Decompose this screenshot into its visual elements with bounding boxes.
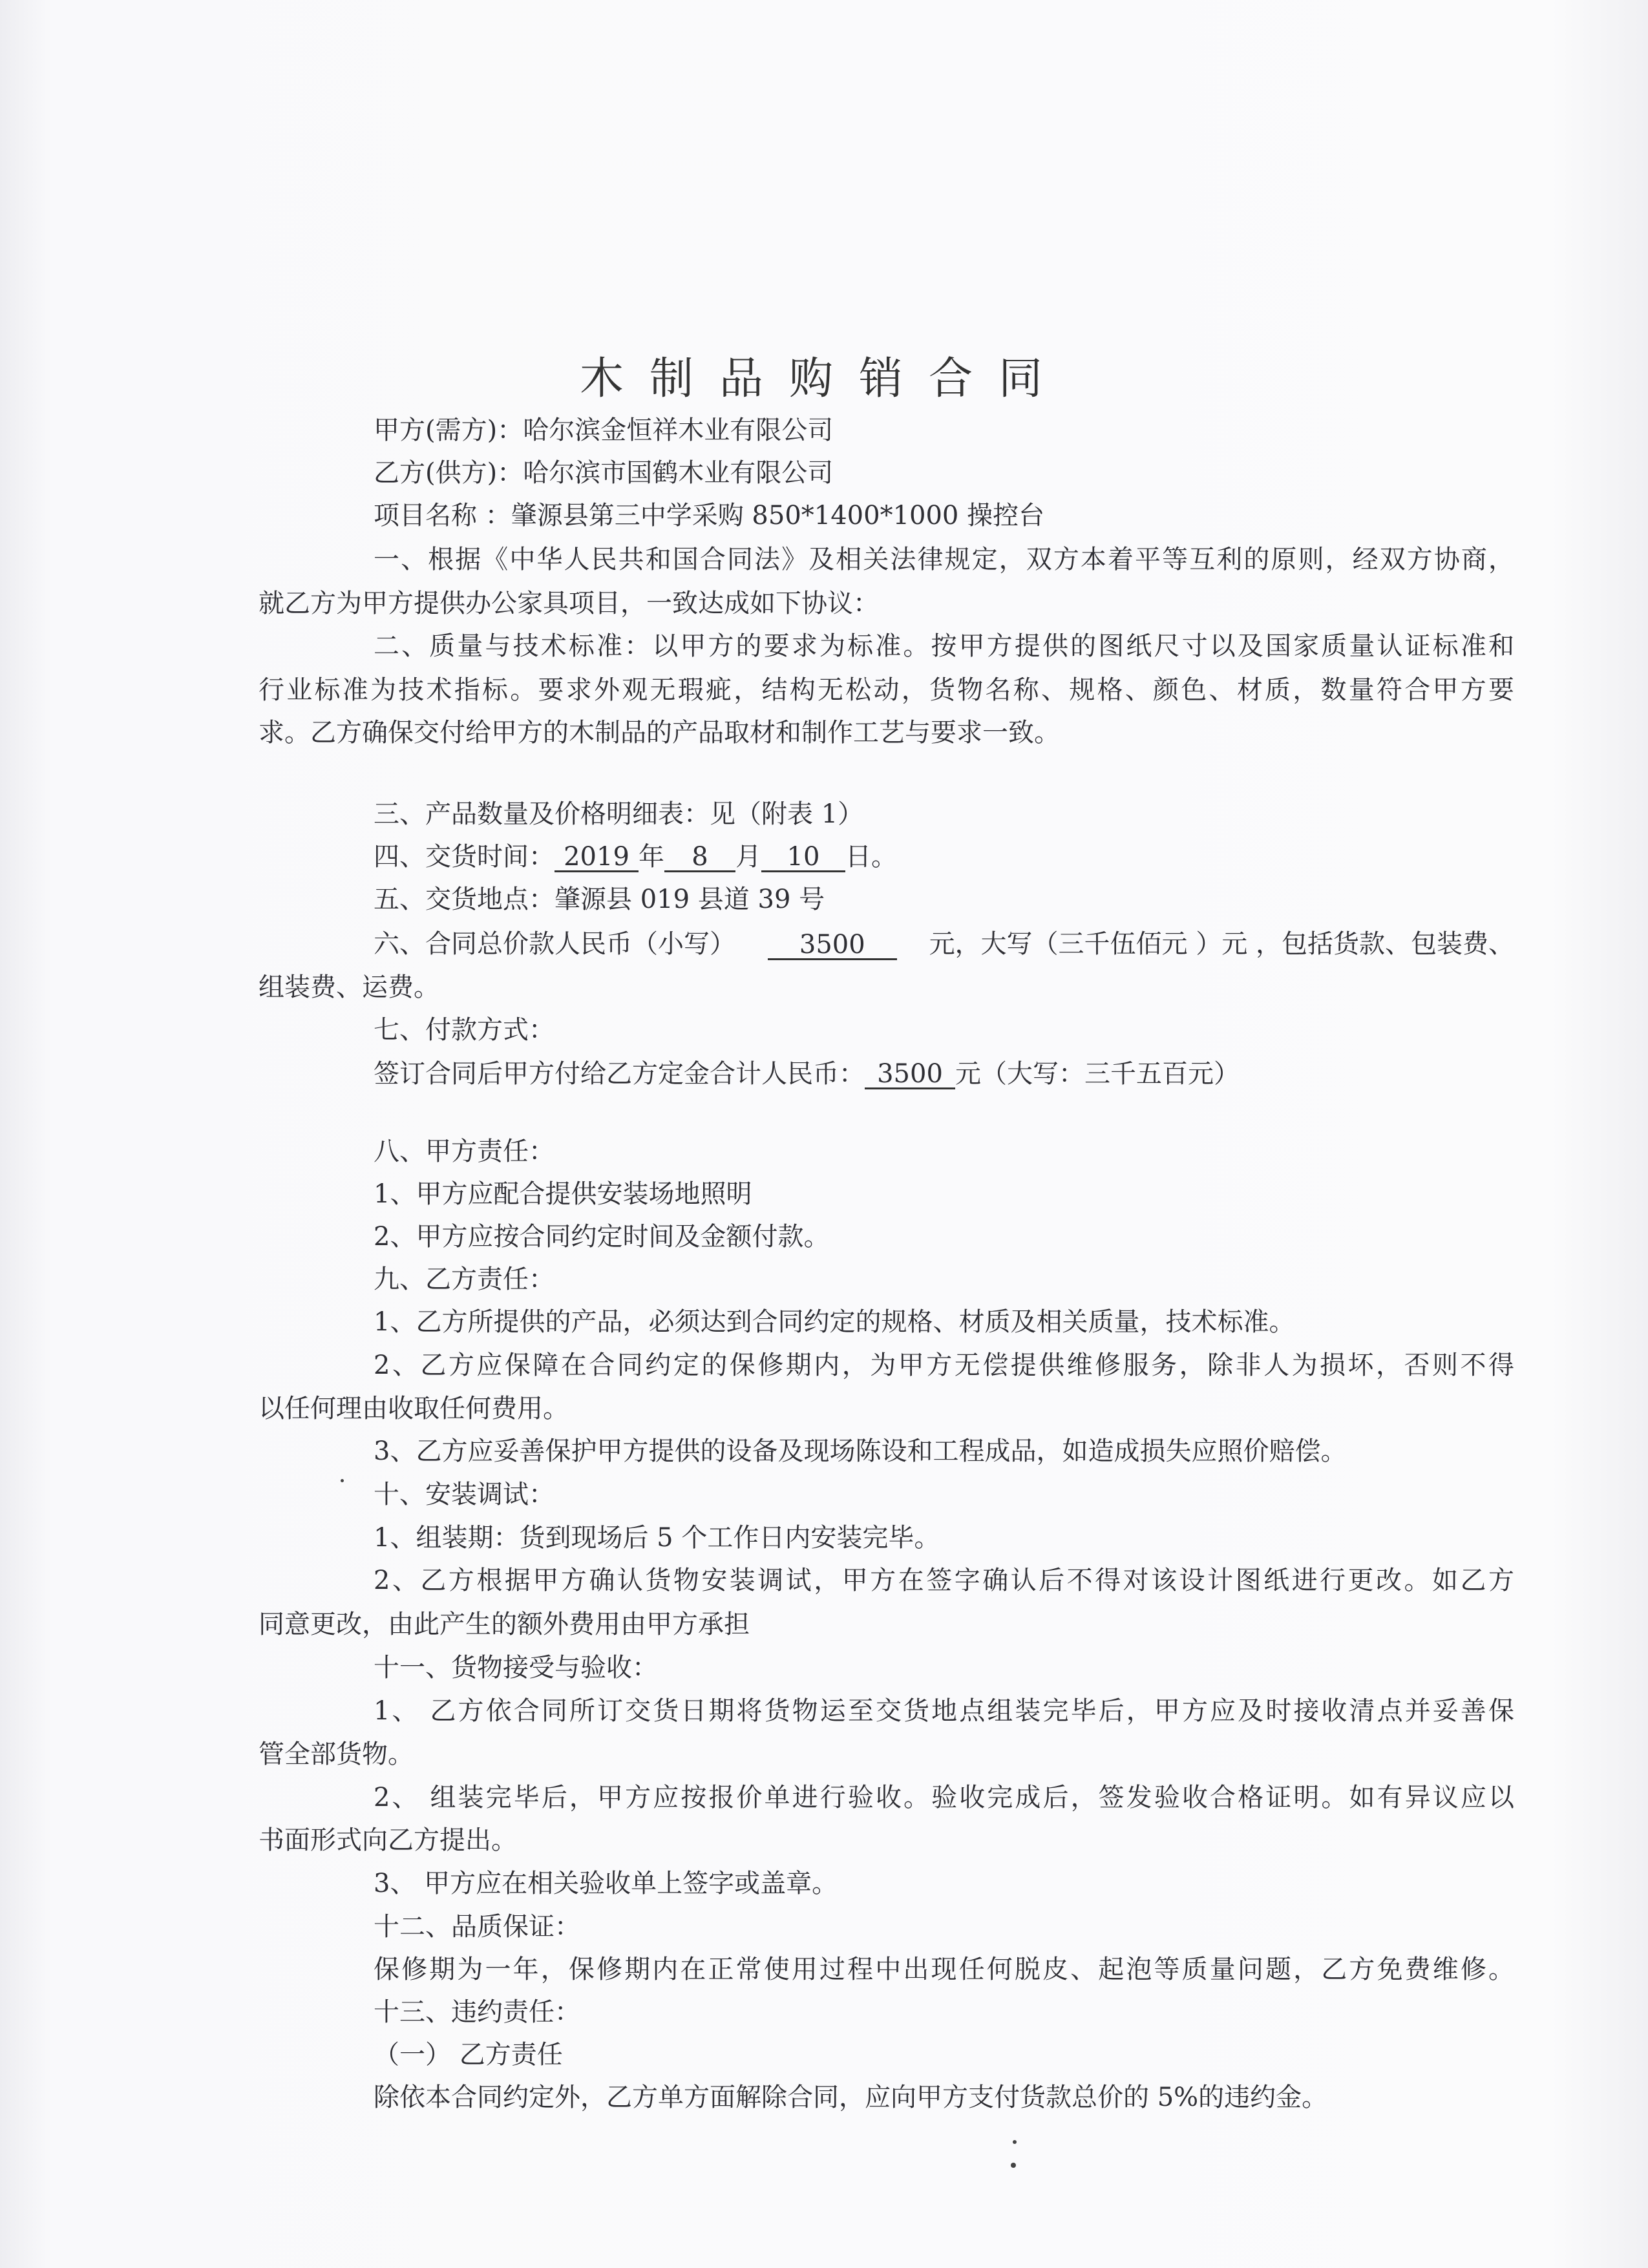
clause-13: 十三、违约责任： — [374, 1997, 580, 2027]
project-name: 项目名称 ：肇源县第三中学采购 850*1400*1000 操控台 — [374, 501, 1045, 530]
clause-9-item-3: 3、乙方应妥善保护甲方提供的设备及现场陈设和工程成品，如造成损失应照价赔偿。 — [374, 1436, 1347, 1466]
clause-8: 八、甲方责任： — [374, 1137, 555, 1166]
clause-3: 三、产品数量及价格明细表：见（附表 1） — [374, 799, 864, 829]
month-unit: 月 — [735, 842, 761, 872]
delivery-month: 8 — [664, 843, 735, 872]
clause-1-line-2: 就乙方为甲方提供办公家具项目，一致达成如下协议： — [259, 589, 879, 618]
clause-10-item-1: 1、组装期：货到现场后 5 个工作日内安装完毕。 — [374, 1523, 940, 1553]
party-a: 甲方(需方)：哈尔滨金恒祥木业有限公司 — [374, 415, 834, 445]
deposit-suffix: 元（大写：三千五百元） — [955, 1059, 1240, 1089]
clause-2-line-3: 求。乙方确保交付给甲方的木制品的产品取材和制作工艺与要求一致。 — [259, 718, 1060, 748]
clause-11-item-1-line-1: 1、 乙方依合同所订交货日期将货物运至交货地点组装完毕后，甲方应及时接收清点并妥善保 — [374, 1696, 1514, 1726]
clause-6-line-2: 组装费、运费。 — [259, 972, 439, 1002]
party-b: 乙方(供方)：哈尔滨市国鹤木业有限公司 — [374, 458, 834, 488]
clause-4-delivery-time — [374, 843, 897, 872]
deposit-prefix: 签订合同后甲方付给乙方定金合计人民币： — [374, 1059, 865, 1089]
scan-speck — [341, 1479, 344, 1482]
clause-11-item-1-line-2: 管全部货物。 — [259, 1739, 414, 1769]
day-unit: 日。 — [845, 842, 897, 872]
clause-7-deposit — [374, 1060, 1240, 1089]
clause-1-line-1: 一、根据《中华人民共和国合同法》及相关法律规定，双方本着平等互利的原则，经双方协商， — [374, 545, 1514, 574]
clause-9-item-2-line-1: 2、乙方应保障在合同约定的保修期内，为甲方无偿提供维修服务，除非人为损坏，否则不得 — [374, 1350, 1514, 1380]
clause-12-text: 保修期为一年，保修期内在正常使用过程中出现任何脱皮、起泡等质量问题，乙方免费维修。 — [374, 1955, 1514, 1984]
year-unit: 年 — [639, 842, 664, 872]
clause-10: 十、安装调试： — [374, 1480, 555, 1509]
delivery-year: 2019 — [555, 843, 639, 872]
delivery-day: 10 — [761, 843, 845, 872]
clause-2-line-1: 二、质量与技术标准：以甲方的要求为标准。按甲方提供的图纸尺寸以及国家质量认证标准和 — [374, 631, 1514, 661]
clause-10-item-2-line-2: 同意更改，由此产生的额外费用由甲方承担 — [259, 1610, 750, 1639]
scan-speck — [1011, 2163, 1016, 2168]
clause-5: 五、交货地点：肇源县 019 县道 39 号 — [374, 885, 825, 914]
clause-11: 十一、货物接受与验收： — [374, 1653, 658, 1683]
scan-speck — [1013, 2140, 1017, 2144]
clause-6-line-1 — [374, 931, 1514, 960]
clause-2-line-2: 行业标准为技术指标。要求外观无瑕疵，结构无松动，货物名称、规格、颜色、材质，数量符合甲方要 — [259, 675, 1514, 705]
clause-11-item-3: 3、 甲方应在相关验收单上签字或盖章。 — [374, 1869, 838, 1898]
clause-13-part-a-text: 除依本合同约定外，乙方单方面解除合同，应向甲方支付货款总价的 5%的违约金。 — [374, 2083, 1328, 2112]
clause-8-item-1: 1、甲方应配合提供安装场地照明 — [374, 1179, 752, 1209]
clause-7: 七、付款方式： — [374, 1015, 555, 1045]
total-price-prefix: 六、合同总价款人民币（小写） — [374, 929, 735, 959]
clause-10-item-2-line-1: 2、乙方根据甲方确认货物安装调试，甲方在签字确认后不得对该设计图纸进行更改。如乙方 — [374, 1566, 1514, 1595]
clause-8-item-2: 2、甲方应按合同约定时间及金额付款。 — [374, 1222, 830, 1252]
clause-9-item-1: 1、乙方所提供的产品，必须达到合同约定的规格、材质及相关质量，技术标准。 — [374, 1307, 1295, 1337]
document-title: 木制品购销合同 — [579, 353, 1068, 404]
clause-12: 十二、品质保证： — [374, 1912, 580, 1942]
clause-9: 九、乙方责任： — [374, 1265, 555, 1294]
clause-11-item-2-line-2: 书面形式向乙方提出。 — [259, 1825, 517, 1855]
total-price-suffix: 元，大写（三千伍佰元 ）元 ，包括货款、包装费、 — [929, 929, 1514, 959]
clause-11-item-2-line-1: 2、 组装完毕后，甲方应按报价单进行验收。验收完成后，签发验收合格证明。如有异议应以 — [374, 1783, 1514, 1812]
clause-9-item-2-line-2: 以任何理由收取任何费用。 — [259, 1394, 569, 1423]
delivery-time-label: 四、交货时间： — [374, 842, 555, 872]
deposit-amount: 3500 — [865, 1060, 955, 1089]
clause-13-part-a: （一） 乙方责任 — [374, 2040, 563, 2070]
total-price-amount: 3500 — [768, 931, 897, 960]
